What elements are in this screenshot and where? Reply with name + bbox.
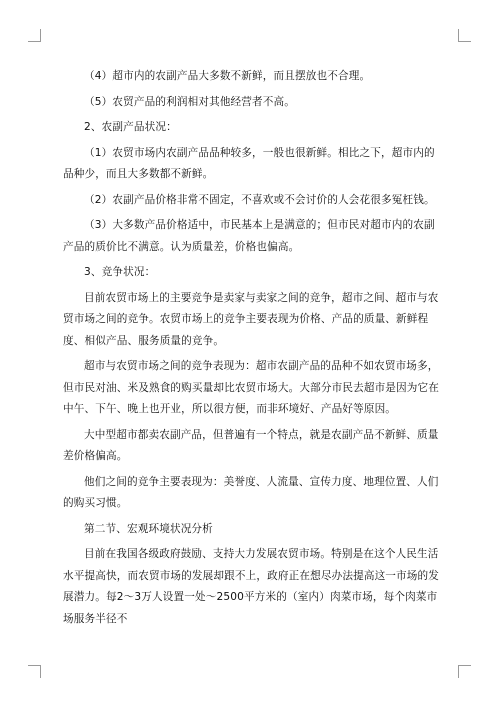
paragraph-profit: （5）农贸产品的利润相对其他经营者不高。 [84,95,296,108]
section-heading-product-status: 2、农副产品状况： [84,121,177,133]
paragraph-supermarket-freshness: （4）超市内的农副产品大多数不新鲜，而且摆放也不合理。 [84,70,371,82]
section-heading-competition: 3、竞争状况： [84,266,156,278]
document-body [63,66,440,634]
crop-mark-top-right [458,29,471,42]
section-heading-macro-environment: 第二节、宏观环境状况分析 [84,522,213,535]
paragraph-government-support: 目前在我国各级政府鼓励、支持大力发展农贸市场。特别是在这个人民生活水平提高快，而农贸市场的发展却跟不上，政府正在想尽办法提高这一市场的发展潜力。每2～3万人设置一处～2500平方米的（室内）肉菜市场，每个肉菜市场服务半径不 [63,548,440,625]
paragraph-price-unfixed: （2）农副产品价格非常不固定，不喜欢或不会讨价的人会花很多冤枉钱。 [84,193,435,206]
crop-mark-bottom-left [28,665,41,678]
paragraph-main-competition: 目前农贸市场上的主要竞争是卖家与卖家之间的竞争，超市之间、超市与农贸市场之间的竞争。农贸市场上的竞争主要表现为价格、产品的质量、新鲜程度、相似产品、服务质量的竞争。 [63,291,439,347]
crop-mark-bottom-right [458,665,471,678]
paragraph-product-variety: （1）农贸市场内农副产品品种较多，一般也很新鲜。相比之下，超市内的品种少，而且大多数都不新鲜。 [63,146,435,180]
paragraph-supermarket-vs-market: 超市与农贸市场之间的竞争表现为：超市农副产品的品种不如农贸市场多，但市民对油、米及熟食的购买量却比农贸市场大。大部分市民去超市是因为它在中午、下午、晚上也开业，所以很方便，而非环境好、产品好等原因。 [63,360,440,415]
paragraph-price-moderate: （3）大多数产品价格适中，市民基本上是满意的；但市民对超市内的农副产品的质价比不满意。认为质量差，价格也偏高。 [63,219,435,253]
paragraph-competition-factors: 他们之间的竞争主要表现为：美誉度、人流量、宣传力度、地理位置、人们的购买习惯。 [63,475,439,509]
crop-mark-top-left [28,29,41,42]
paragraph-large-supermarkets: 大中型超市都卖农副产品，但普遍有一个特点，就是农副产品不新鲜、质量差价格偏高。 [63,428,439,462]
